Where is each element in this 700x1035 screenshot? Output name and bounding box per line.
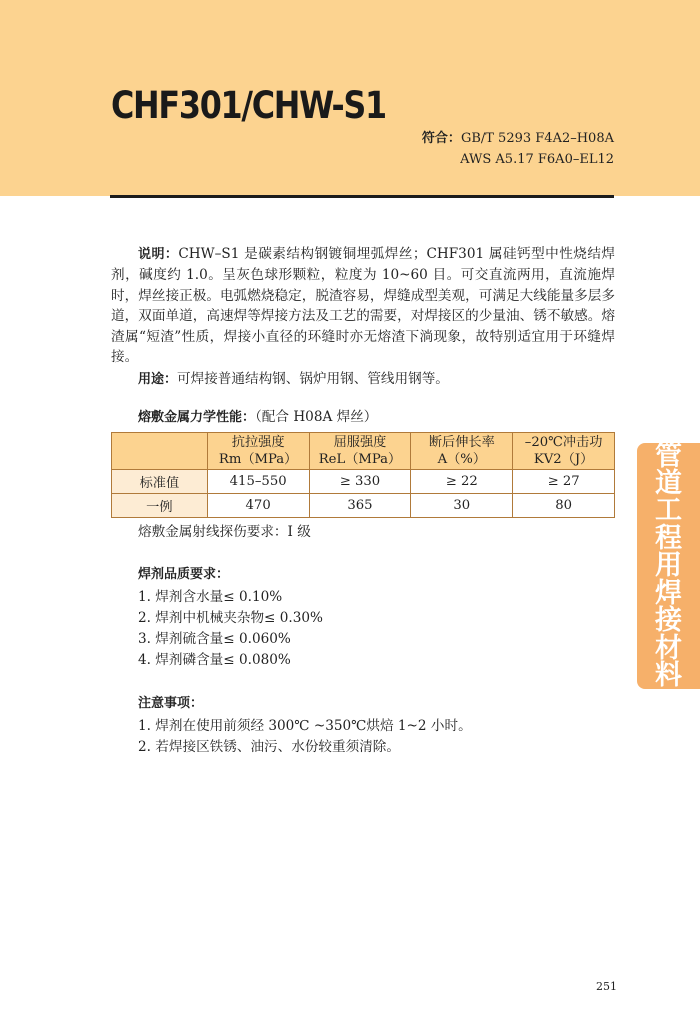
- side-tab-char: 接: [655, 605, 682, 637]
- table-row: [112, 469, 615, 493]
- page-number: 251: [596, 980, 617, 993]
- side-tab-char: 焊: [655, 577, 682, 609]
- mechanical-properties-table: [111, 432, 615, 518]
- standard-line-1: [422, 128, 614, 149]
- column-header-elongation: 断后伸长率 A（%）: [411, 432, 513, 469]
- table-row: [112, 493, 615, 517]
- mechanical-label: 熔敷金属力学性能：: [138, 409, 256, 425]
- flux-quality-title: [111, 564, 615, 585]
- column-header-yield: 屈服强度 ReL（MPa）: [309, 432, 411, 469]
- usage-label: 用途：: [138, 372, 178, 388]
- precautions-label: 注意事项：: [138, 695, 204, 711]
- description-paragraph: [111, 244, 615, 367]
- mechanical-title: [111, 407, 615, 428]
- usage-paragraph: [111, 369, 615, 390]
- list-item: 1. 焊剂含水量≤ 0.10%: [138, 588, 283, 605]
- side-tab-char: 管: [655, 440, 682, 472]
- side-category-tab: [637, 440, 700, 691]
- mechanical-section: [111, 407, 615, 542]
- table-header-row: [112, 432, 615, 469]
- main-content: [111, 244, 615, 758]
- description-label: 说明：: [138, 247, 179, 262]
- radiographic-note: 熔敷金属射线探伤要求：I 级: [138, 523, 311, 540]
- description-text: CHW–S1 是碳素结构钢镀铜埋弧焊丝；CHF301 属硅钙型中性烧结焊剂，碱度约 1.0。呈灰色球形颗粒，粒度为 10~60 目。可交直流两用，直流施焊时，焊丝接正极。电弧燃烧稳定，脱渣容易，焊缝成型美观，可满足大线能量多层多道，双面单道，高速焊等焊接方法及工艺的需要，对焊接区的少量油、锈不敏感。熔渣属“短渣”性质，焊接小直径的环缝时亦无熔渣下淌现象，故特别适宜用于环缝焊接。: [111, 246, 615, 366]
- side-tab-char: 材: [655, 632, 682, 664]
- list-item: 2. 焊剂中机械夹杂物≤ 0.30%: [138, 609, 323, 626]
- standard-aws: AWS A5.17 F6A0–EL12: [460, 152, 614, 167]
- precautions-section: [111, 693, 615, 758]
- list-item: 4. 焊剂磷含量≤ 0.080%: [138, 651, 291, 668]
- table-cell: 470: [207, 493, 309, 517]
- list-item: 1. 焊剂在使用前须经 300℃ ~350℃烘焙 1~2 小时。: [138, 717, 472, 734]
- precautions-list: [111, 716, 615, 758]
- flux-quality-label: 焊剂品质要求：: [138, 566, 230, 582]
- table-cell: 30: [411, 493, 513, 517]
- table-corner-cell: [112, 432, 208, 469]
- side-tab-char: 道: [655, 468, 682, 500]
- standards-block: [422, 128, 614, 170]
- standard-gb: GB/T 5293 F4A2–H08A: [460, 131, 614, 146]
- row-label-standard: 标准值: [112, 469, 208, 493]
- table-cell: 415–550: [207, 469, 309, 493]
- header-divider: [110, 195, 614, 198]
- list-item: 3. 焊剂硫含量≤ 0.060%: [138, 630, 291, 647]
- table-cell: ≥ 330: [309, 469, 411, 493]
- standard-line-2: [422, 149, 614, 170]
- table-cell: 365: [309, 493, 411, 517]
- column-header-impact: –20℃冲击功 KV2（J）: [513, 432, 615, 469]
- side-tab-char: 用: [655, 550, 682, 582]
- product-title: CHF301/CHW-S1: [111, 84, 386, 127]
- side-tab-char: 工: [655, 495, 682, 527]
- row-label-example: 一例: [112, 493, 208, 517]
- usage-text: 可焊接普通结构钢、锅炉用钢、管线用钢等。: [177, 371, 449, 388]
- flux-quality-section: [111, 564, 615, 671]
- column-header-tensile: 抗拉强度 Rm（MPa）: [207, 432, 309, 469]
- table-cell: ≥ 22: [411, 469, 513, 493]
- table-cell: ≥ 27: [513, 469, 615, 493]
- side-tab-char: 程: [655, 522, 682, 554]
- flux-quality-list: [111, 587, 615, 671]
- standards-label: 符合：: [421, 131, 461, 146]
- list-item: 2. 若焊接区铁锈、油污、水份较重须清除。: [138, 738, 400, 755]
- table-cell: 80: [513, 493, 615, 517]
- precautions-title: [111, 693, 615, 714]
- mechanical-suffix: （配合 H08A 焊丝）: [255, 408, 378, 425]
- side-tab-char: 料: [655, 659, 682, 691]
